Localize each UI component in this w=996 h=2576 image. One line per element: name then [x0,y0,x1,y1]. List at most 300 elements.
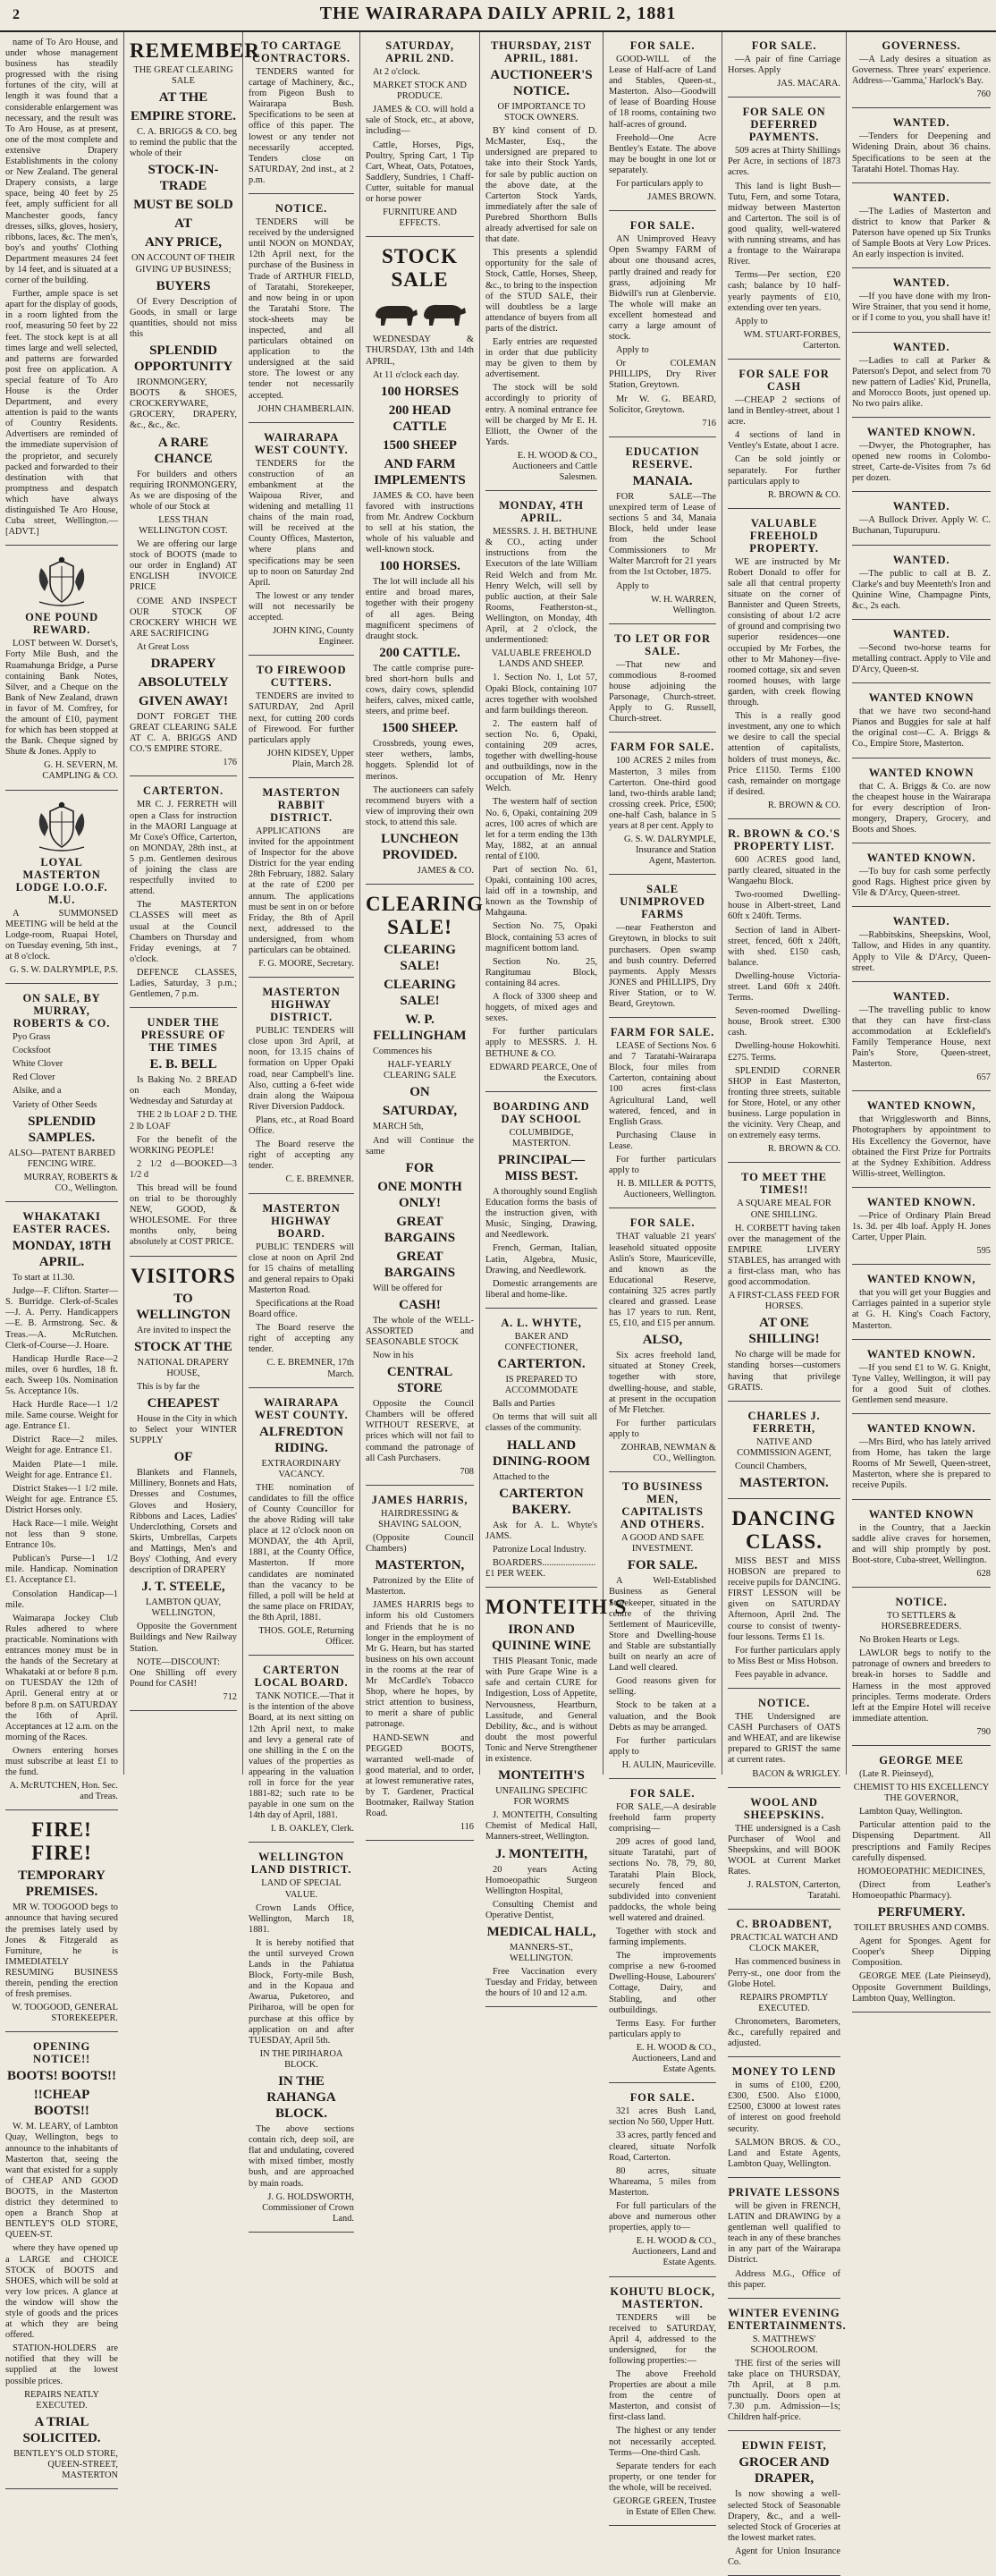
advertisement-text: At 11 o'clock each day. [373,369,460,380]
advertisement-text: 20 years Acting Homoeopathic Surgeon Wellington Hospital, [485,1864,597,1896]
advertisement-text: DEFENCE CLASSES, Ladies, Saturday, 3 p.m.; Gentlemen, 7 p.m. [130,967,237,1000]
advertisement-signature: JAMES & CO. [417,866,474,877]
advertisement-text: !!CHEAP BOOTS!! [33,2088,90,2119]
advertisement-text: MASTERTON. [739,1476,829,1490]
advertisement-heading: DANCING CLASS. [731,1507,837,1553]
advertisement-text: GOOD-WILL of the Lease of Half-acre of Land and Stables, Queen-st., Masterton. Also—Goodwill of lease of Boarding House of 18 rooms, containing two half-acres of ground. [609,55,716,130]
advertisement-text: Apply to [735,316,768,326]
advertisement-text: W. M. LEARY, of Lambton Quay, Wellington, begs to announce to the inhabitants of Masterton that, seeing the want that existed for a supply of CHEAP AND GOOD BOOTS, in the Masterton district they determined to open a Branch Shop at BENTLEY'S OLD STORE, QUEEN-ST. [5,2122,118,2241]
advertisement-text: STATION-HOLDERS are notified that they will be supplied at the lowest possible prices. [5,2343,118,2386]
advertisement-text: PUBLIC TENDERS will close upon 3rd April, at noon, for 13.15 chains of formation on Upper Opaki road, near Campbell's line. Also, cutting a 6-feet wide drain along the Waipoua River Diversion Paddock. [249,1026,354,1112]
advertisement-heading: NOTICE. [274,202,328,216]
advertisement-text: Blankets and Flannels, Millinery, Bonnets and Hats, Dresses and Costumes, Gloves and Hosiery, Ribbons and Laces, Ladies' Underclothing, Corsets and Skirts, Umbrellas, Carpets and Mattings, Men's and Boys' Clothing, And every description of DRAPERY [130,1468,237,1576]
advertisement-text: THE Undersigned are CASH Purchasers of OATS and WHEAT, and are likewise prepared to GRIST the same at current rates. [728,1712,840,1766]
advertisement-heading: WANTED KNOWN. [866,425,976,438]
advertisement-text: LAND OF SPECIAL VALUE. [261,1878,342,1900]
advertisement-text: A RARE CHANCE [154,435,213,466]
advertisement-text: ON [409,1085,430,1100]
advertisement-heading: WANTED. [892,500,950,513]
advertisement-text: For particulars apply to [616,179,704,190]
advertisement [852,1417,991,1499]
advertisement-text: MISS BEST and MISS HOBSON are prepared to receive pupils for DANCING. FIRST LESSON will be given on SATURDAY Afternoon, April 2nd. The course to consist of twenty-four lessons. Terms £1 1s. [728,1556,840,1642]
advertisement-text: The Board reserve the right of accepting any tender. [249,1140,354,1172]
advertisement-text: J. T. STEELE, [141,1580,225,1595]
advertisement-text: CLEARING SALE! [384,943,456,974]
advertisement [609,627,716,733]
advertisement-heading: WAIRARAPA WEST COUNTY. [254,430,349,456]
advertisement-text: A flock of 3300 sheep and hoggets, of mixed ages and sexes. [485,992,597,1024]
advertisement-text: 200 HEAD CATTLE [388,402,452,434]
advertisement-heading: ON SALE, BY MURRAY, ROBERTS & CO. [13,992,111,1030]
advertisement-heading: MONTEITH'S [485,1596,628,1619]
advertisement-heading: FOR SALE. [629,219,696,233]
advertisement-text: A Well-Established Business as General Storekeeper, situated in the centre of the thriving Settlement of Mauriceville, Store and Dwelling-house and Stable are substantially built on nearly an acre of Land well cleared. [609,1576,716,1674]
advertisement-text: Consolation Handicap—1 mile. [5,1589,118,1610]
advertisement-text: To start at 11.30. [13,1273,75,1284]
advertisement-text: The MASTERTON CLASSES will meet as usual at the Council Chambers on Thursday and Friday evenings, at 7 o'clock. [130,900,237,964]
advertisement-heading: C. BROADBENT, [736,1918,832,1931]
advertisement [852,420,991,492]
advertisement-text: Apply to [616,345,649,356]
advertisement-heading: WANTED KNOWN. [866,852,976,865]
advertisement-text: SALMON BROS. & CO., Land and Estate Agents, Lambton Quay, Wellington. [728,2137,840,2169]
advertisement-text: The improvements comprise a new 6-roomed Dwelling-House, Labourers' Cottage, Dairy, and Stabling, and other outbuildings. [609,1951,716,2015]
advertisement-text: in the Country, that a Jaeckin saddle alive craves for horsemen, and will ship promptly by post. Boot-store, Cuba-street, Wellington. [852,1522,991,1565]
advertisement-text: A thoroughly sound English Education forms the basis of the instruction given, with Music, Singing, Drawing, and Needlework. [485,1186,597,1241]
advertisement-text: For the benefit of the WORKING PEOPLE! [130,1134,237,1156]
advertisement [609,34,716,211]
advertisement-signature: JOHN CHAMBERLAIN. [257,403,354,414]
advertisement-text: And will Continue the same [366,1135,474,1157]
advertisement [852,1343,991,1414]
advertisement-text: Is now showing a well-selected Stock of Seasonable Drapery, &c., and a well-selected Stock of Groceries at the lowest market rates. [728,2489,840,2543]
advertisement-heading: JAMES HARRIS, [371,1493,468,1506]
advertisement [485,1590,628,2007]
advertisement-signature: H. AULIN, Mauriceville. [621,1759,716,1770]
newspaper-columns [0,32,996,2567]
advertisement-text: FOR SALE—The unexpired term of Lease of sections 5 and 34, Manaia Block, held under lease from the School Commissioners to Mr Walter Marcroft for 21 years from the 1st October, 1875. [609,491,716,578]
advertisement-text: 321 acres Bush Land, section No 560, Upper Hutt. [609,2106,716,2128]
advertisement-heading: CARTERTON. [143,784,224,798]
advertisement-text: IN THE RAHANGA BLOCK. [266,2074,336,2122]
advertisement [728,34,840,97]
advertisement-heading: WANTED KNOWN, [866,1273,976,1286]
advertisement [249,1845,354,2232]
advertisement-text: Good reasons given for selling. [609,1676,716,1698]
advertisement [852,1590,991,1746]
advertisement-text: The auctioneers can safely recommend buyers with a view of improving their own stock, to attend this sale. [366,784,474,827]
advertisement-text: FOR [405,1160,435,1175]
advertisement-text: CLEARING SALE! [384,978,456,1009]
advertisement-text: For builders and others requiring IRONMONGERY, As we are disposing of the whole of our Stock at [130,469,237,512]
coat-of-arms-icon [27,801,97,852]
advertisement-text: Handicap Hurdle Race—2 miles, over 6 hurdles, 18 ft. each. Sweep 10s. Nomination 5s. Acceptance 10s. [5,1353,118,1396]
advertisement-text: BAKER AND CONFECTIONER, [504,1331,578,1352]
advertisement [728,1691,840,1788]
advertisement-signature: R. BROWN & CO. [767,489,840,500]
advertisement [5,2035,118,2489]
advertisement-text: The above sections contain rich, deep soil, are flat and undulating, covered with mixed timber, mostly bush, and are approached by main roads. [249,2124,354,2189]
advertisement-text: CENTRAL STORE [386,1365,453,1396]
advertisement-text: —That new and commodious 8-roomed house adjoining the Parsonage, Church-street. Apply to G. Russell, Church-street. [609,659,716,724]
advertisement-text: LOST between W. Dorset's, Forty Mile Bush, and the Ruamahunga Bridge, a Purse containing Bank Notes, Silver, and a Cheque on the Bank of New Zealand, drawn in favor of M. Comfrey, for the amount of £10, payment for which has been stopped at the Bank. Cheque signed by Shute & Jones. Apply to [5,639,118,758]
advertisement [249,197,354,423]
advertisement-text: WEDNESDAY & THURSDAY, 13th and 14th APRIL, [366,335,474,367]
advertisement [852,985,991,1092]
advertisement-signature: BACON & WRIGLEY. [752,1768,840,1779]
advertisement-text: CHEMIST TO HIS EXCELLENCY THE GOVERNOR, [853,1783,990,1804]
advertisement-text: SPLENDID SAMPLES. [28,1114,96,1145]
advertisement-text: AN Unimproved Heavy Open Swampy FARM of about one thousand acres, partly drained and ready for grass, adjoining Mr Bidwill's run at Glenbervie. The whole will make an excellent homestead and carry a large amount of stock. [609,234,716,343]
advertisement-signature: E. H. WOOD & CO., Auctioneers and Cattle Salesmen. [511,450,597,483]
advertisement-heading: EDWIN FEIST, [741,2439,827,2453]
advertisement-heading: MONDAY, 4TH APRIL. [499,499,584,525]
advertisement-text: Hack Hurdle Race—1 1/2 mile. Same course. Weight for age. Entrance £1. [5,1400,118,1432]
advertisement-signature: 716 [702,418,716,428]
advertisement-heading: A. L. WHYTE, [501,1316,582,1329]
advertisement-text: that we have two second-hand Pianos and Buggies for sale at half the original cost—C. A. Briggs & Co., Empire Store, Masterton. [852,707,991,750]
advertisement-text: LESS THAN WELLINGTON COST. [139,514,228,536]
advertisement-text: NATIVE AND COMMISSION AGENT, [737,1436,831,1458]
advertisement-text: The whole of the WELL-ASSORTED and SEASONABLE STOCK [366,1315,474,1347]
advertisement-text: A TRIAL SOLICITED. [22,2414,101,2445]
advertisement-text: Fees payable in advance. [735,1669,828,1680]
advertisement-heading: ONE POUND REWARD. [25,611,98,637]
advertisement-text: in sums of £100, £200, £300, £500. Also £1000, £2500, £3000 at lowest rates of interest on good freehold security. [728,2080,840,2134]
advertisement-signature: I. B. OAKLEY, Clerk. [270,1824,354,1835]
advertisement [249,658,354,778]
advertisement-text: Apply to [616,580,649,591]
advertisement-text: Hack Race—1 mile. Weight not less than 9 stone. Entrance 10s. [5,1519,118,1551]
advertisement-text: —If you have done with my Iron-Wire Strainer, that you send it home, or if I come to you, you shall have it! [852,292,991,324]
advertisement-heading: WANTED KNOWN. [866,1195,976,1208]
advertisement [728,2301,847,2432]
advertisement-heading: PRIVATE LESSONS [728,2185,840,2199]
advertisement-text: that C. A. Briggs & Co. are now the cheapest house in the Wairarapa for every description of Iron-mongery, Drapery, Grocery, and Boots and Shoes. [852,781,991,835]
advertisement-text: J. MONTEITH, Consulting Chemist of Medical Hall, Manners-street, Wellington. [485,1810,597,1843]
advertisement-text: Publican's Purse—1 1/2 mile. Handicap. Nomination £1. Acceptance £1. [5,1554,118,1586]
advertisement-heading: NOTICE. [757,1697,811,1710]
advertisement-text: —Price of Ordinary Plain Bread 1s. 3d. per 4lb loaf. Apply H. Jones Carter, Upper Plain. [852,1210,991,1243]
advertisement-text: GEORGE MEE (Late Pieinseyd), Opposite Government Buildings, Lambton Quay, Wellington. [852,1971,991,2004]
advertisement-text: TANK NOTICE.—That it is the intention of the above Board, at its next sitting on 12th April next, to make and levy a general rate of one shilling in the £ on the values of the properties as appearing in the valuation roll in force for the year 1881-82; such rate to be payable in one sum on the 14th day of April, 1881. [249,1691,354,1821]
advertisement-text: 80 acres, situate Whareama, 5 miles from Masterton. [609,2165,716,2198]
advertisement-heading: MASTERTON HIGHWAY DISTRICT. [262,986,341,1024]
advertisement [852,186,991,268]
advertisement-signature: JAS. MACARA. [777,79,840,89]
advertisement-text: 100 ACRES 2 miles from Masterton, 3 miles from Carterton. One-third good land, two-thirds arable land; crossing creek. Price, £500; one-half Cash, balance in 5 years at 8 per cent. Apply to [609,756,716,831]
advertisement-text: JAMES & CO. have been favored with instructions from Mr. Andrew Cockburn to sell at his station, the whole of his valuable and well-known stock. [366,490,474,555]
advertisement-text: THE GREAT CLEARING SALE [133,65,233,87]
advertisement [852,761,991,843]
advertisement-text: (Opposite Council Chambers) [366,1533,474,1555]
advertisement [728,2060,840,2178]
advertisement-heading: TO MEET THE TIMES!! [741,1171,827,1197]
advertisement-heading: FIRE! FIRE! [31,1818,92,1865]
column-2 [124,32,260,1775]
advertisement-text: French, German, Italian, Latin, Algebra, Music, Drawing, and Needlework. [485,1243,597,1275]
advertisement-text: TENDERS are invited to SATURDAY, 2nd April next, for cutting 200 cords of Firewood. For further particulars apply [249,691,354,745]
advertisement-text: IRON AND QUININE WINE [492,1623,591,1654]
advertisement-signature: 708 [460,1466,474,1477]
advertisement-signature: EDWARD PEARCE, One of the Executors. [489,1062,597,1083]
advertisement-heading: FOR SALE. [629,1786,696,1800]
advertisement-text: Are invited to inspect the [137,1325,232,1335]
advertisement-text: ALFREDTON RIDING. [259,1424,343,1455]
advertisement-heading: MONEY TO LEND [731,2065,837,2079]
advertisement-text: Pyo Grass [13,1032,51,1043]
advertisement-text: APPLICATIONS are invited for the appointment of Inspector for the above District for the year ending 28th February, 1882. Salary at the rate of £200 per annum. The applications must be sent in on or before Friday, the 8th of April next, addressed to the undersigned, from whom particulars can be obtained. [249,826,354,955]
advertisement-text: 2 1/2 d—BOOKED—3 1/2 d [130,1158,237,1180]
advertisement-text: Council Chambers, [735,1461,807,1471]
advertisement-signature: G. H. SEVERN, M. CAMPLING & CO. [42,760,118,782]
advertisement [249,1658,354,1843]
advertisement-signature: JOHN KIDSEY, Upper Plain, March 28. [266,748,354,769]
advertisement-text: STOCK AT THE [134,1339,232,1354]
advertisement-heading: CARTERTON LOCAL BOARD. [254,1664,349,1690]
advertisement-signature: E. H. WOOD & CO., Auctioneers, Land and Estate Agents. [631,2236,716,2268]
advertisement-text: 33 acres, partly fenced and cleared, situate Norfolk Road, Carterton. [609,2131,716,2163]
advertisement-text: FOR SALE. [627,1558,698,1573]
advertisement-text: Now in his [373,1351,414,1361]
advertisement [366,34,474,237]
advertisement-heading: FOR SALE FOR CASH [739,367,830,393]
advertisement-text: LAMBTON QUAY, WELLINGTON, [145,1597,222,1619]
advertisement-text: Section No. 75, Opaki Block, containing 53 acres of magnificent bottom land. [485,921,597,953]
advertisement-text: For further particulars apply to [609,1735,716,1757]
advertisement-text: On terms that will suit all classes of the community. [485,1412,597,1434]
advertisement-signature: 657 [976,1072,991,1083]
advertisement-text: Of Every Description of Goods, in small or large quantities, should not miss this [130,296,237,339]
advertisement-text: Commences his [373,1046,433,1057]
advertisement-text: —Mrs Bird, who has lately arrived from Home, has taken the large Rooms of Mr Sewell, Queen-street, Masterton, where she is prepared to receive Pupils. [852,1437,991,1491]
advertisement-heading: KOHUTU BLOCK, MASTERTON. [610,2284,715,2310]
advertisement-text: Balls and Parties [493,1399,555,1410]
advertisement-text: MANNERS-ST., WELLINGTON. [509,1943,574,1964]
advertisement-heading: WOOL AND SHEEPSKINS. [743,1795,825,1821]
advertisement-heading: WANTED. [892,340,950,353]
advertisement-text: —The travelling public to know that they can have first-class accommodation at Ecklefield's Family Temperance House, next Pain's Store, Queen-street, Masterton. [852,1004,991,1070]
advertisement-text: Section of land in Albert-street, fenced, 60ft x 240ft, with shed. £150 cash, balance. [728,925,840,968]
advertisement [485,1095,597,1309]
advertisement [852,686,991,758]
advertisement-text: CHEAPEST [147,1395,220,1411]
advertisement-signature: 712 [223,1691,237,1702]
advertisement-text: A SQUARE MEAL FOR ONE SHILLING. [737,1199,831,1220]
advertisement-text: Domestic arrangements are liberal and home-like. [485,1278,597,1300]
advertisement-signature: 790 [976,1726,991,1737]
advertisement-text: JAMES HARRIS begs to inform his old Customers and Friends that he is no longer in the employment of Mr G. Hearn, but has started business on his own account in the rooms at the rear of Mr McCardle's Tobacco Shop, where he hopes, by strict attention to business, to merit a share of public patronage. [366,1600,474,1730]
advertisement [249,1197,354,1388]
column-1 [0,32,124,2480]
advertisement-text: THIS Pleasant Tonic, made with Pure Grape Wine is a safe and certain CURE for Indigestion, Loss of Appetite, Nervousness, Heartburn, Lassitude, and General Debility, &c., and is without doubt the most powerful Tonic and Nerve Strengthener in existence. [485,1657,597,1764]
advertisement [728,2181,840,2299]
column-7 [722,32,847,2567]
advertisement-text: 1500 SHEEP. [381,721,459,736]
advertisement [852,34,991,108]
advertisement-heading: WANTED. [892,276,950,290]
advertisement-text: —CHEAP 2 sections of land in Bentley-street, about 1 acre. [728,394,840,428]
advertisement-text: The lowest or any tender will not necessarily be accepted. [249,590,354,623]
advertisement-text: Patronized by the Elite of Masterton. [366,1576,474,1597]
advertisement-signature: JOHN KING, County Engineer. [273,626,354,648]
column-5 [480,32,628,1999]
advertisement [852,1503,991,1588]
advertisement [485,1311,597,1588]
advertisement-text: DON'T FORGET THE GREAT CLEARING SALE AT C. A. BRIGGS AND CO.'S EMPIRE STORE. [130,712,237,755]
advertisement-text: For full particulars of the above and numerous other properties, apply to— [609,2200,716,2233]
column-3 [243,32,360,2224]
advertisement-text: TO WELLINGTON [136,1291,231,1322]
advertisement [485,34,597,491]
advertisement [130,1011,237,1256]
advertisement-heading: WANTED. [892,627,950,640]
advertisement [5,1813,118,2032]
advertisement-text: For further particulars apply to Miss Best or Miss Hobson. [728,1645,840,1666]
advertisement-text: 100 HORSES [380,384,460,399]
advertisement [852,1749,991,2012]
advertisement-heading: WHAKATAKI EASTER RACES. [13,1210,111,1236]
advertisement-text: Further, ample space is set apart for the display of goods, in a room lighted from the roof, measuring 50 feet by 22 feet. The stock kept is at all times large and well selected, and patterns are forwarded post free on application. A special feature of To Aro House is the Order Department, and every attention is paid to the wants of Country Residents. Advertisers are reminded of the immediate supervision of the proprietor, and securely packed and forwarded to their destination with that promptness and despatch which have always distinguished Te Aro House, Cuba street, Wellington.—[ADVT.] [5,289,118,538]
advertisement-text: This is a really good investment, any one to which we desire to call the special attention of capitalists, holders of trust moneys, &c. Price £1150. Terms £100 cash, remainder on mortgage if desired. [728,711,840,797]
advertisement [728,1165,840,1401]
advertisement-text: Crossbreds, young ewes, steer wethers, lambs, hoggets. Splendid lot of merinos. [366,739,474,782]
advertisement-text: MARCH 5th, [373,1122,424,1132]
advertisement-text: —Second two-horse teams for metalling contract. Apply to Vile and D'Arcy, Queen-st. [852,642,991,675]
advertisement-text: The Board reserve the right of accepting any tender. [249,1323,354,1355]
advertisement-text: For further particulars apply to [609,1418,716,1439]
advertisement-text: 2. The eastern half of section No. 6, Opaki, containing 209 acres, together with dwelling-house and outbuildings, now in the occupation of Mr. Henry Welch. [485,718,597,794]
advertisement-text: BOARDERS.......................£1 PER WEEK. [485,1557,596,1580]
advertisement-text: The western half of section No. 6, Opaki, containing 209 acres, 100 acres of which are let for a term ending the 13th May, 1882, at an annual rental of £100. [485,797,597,861]
advertisement-heading: THURSDAY, 21ST APRIL, 1881. [490,39,593,64]
advertisement-text: MONTEITH'S [498,1768,585,1784]
advertisement [852,548,991,620]
advertisement [852,335,991,418]
advertisement-text: EMPIRE STORE. [130,109,237,124]
advertisement-text: that you will get your Buggies and Carriages painted in a superior style at G. H. King's Coach Factory, Masterton. [852,1288,991,1331]
advertisement-text: Terms—Per section, £20 cash; balance by 10 half-yearly payments of £10, extending over ten years. [728,270,840,313]
advertisement-text: TEMPORARY PREMISES. [18,1868,106,1900]
advertisement-text: 600 ACRES good land, partly cleared, situated in the Wangaehu Block. [728,854,840,887]
advertisement-text: THE 2 lb LOAF 2 D. THE 2 lb LOAF [130,1110,237,1131]
advertisement-text: Specifications at the Road Board office. [249,1298,354,1320]
advertisement [609,214,716,437]
advertisement-signature: 628 [976,1568,991,1579]
advertisement-text: MEDICAL HALL, [486,1925,596,1939]
advertisement-text: Waimarapa Jockey Club Rules adhered to where practicable. Nominations with entrances money must be in the hands of the Secretary at Whakataki at or before 8 p.m. on TUESDAY the 12th of April. General entry at or before 8 p.m. on SATURDAY the 16th of April. Acceptances at 12 a.m. on the morning of the Races. [5,1613,118,1742]
advertisement-text: AT THE [158,90,208,106]
advertisement-heading: WANTED. [892,116,950,130]
advertisement-heading: R. BROWN & CO.'S PROPERTY LIST. [728,826,840,852]
advertisement-text: MR W. TOOGOOD begs to announce that having secured the premises lately used by Jones & Fitzgerald as Furniture, he is IMMEDIATELY RESUMING BUSINESS therein, pending the erection of fresh premises. [5,1902,118,2000]
advertisement-text: SPLENDID OPPORTUNITY [133,343,233,375]
advertisement-signature: G. S. W. DALRYMPLE, Insurance and Station Agent, Masterton. [623,835,716,867]
advertisement-signature: 176 [223,758,237,768]
advertisement-text: We are offering our large stock of BOOTS (made to our order in England) AT ENGLISH INVOICE PRICE [130,539,237,593]
advertisement-text: District Race—2 miles. Weight for age. Entrance £1. [5,1435,118,1456]
advertisement-text: HALF-YEARLY CLEARING SALE [383,1060,457,1081]
advertisement-text: Will be offered for [373,1283,443,1293]
advertisement [609,1475,716,1779]
advertisement [728,822,840,1163]
advertisement-text: GIVEN AWAY! [139,694,228,708]
advertisement-text: —To buy for cash some perfectly good Rags. Highest price given by Vile & D'Arcy, Queen-street. [852,867,991,899]
advertisement-text: BOOTS! BOOTS!! [6,2069,117,2084]
advertisement [728,100,840,360]
advertisement-heading: SATURDAY, APRIL 2ND. [385,39,454,64]
advertisement-text: —If you send £1 to W. G. Knight, Tyne Valley, Wellington, it will pay for a good Suit of clothes. Gentlemen send measure. [852,1362,991,1405]
advertisement-text: Maiden Plate—1 mile. Weight for age. Entrance £1. [5,1459,118,1480]
advertisement-text: name of To Aro House, and under whose management business has steadily progressed with the rising fortunes of the city, will at length it was found that a considerable enlargement was necessary, and the result was To Aro House, as at present, one of the most complete and extensive Drapery Establishments in the colony or New Zealand. The general Drapery consists, a large space, being 40 feet by 25 feet, amply sufficient for all Manchester goods, fancy dresses, silks, gloves, hosiery, ribbons, laces, &c. The men's, boy's and youths' Clothing Department measures 24 feet by 14 feet, and is situated at a corner of the building. [5,38,118,286]
advertisement-text: Purchasing Clause in Lease. [609,1130,716,1151]
advertisement-text: Agent for Sponges. Agent for Cooper's Sheep Dipping Composition. [852,1936,991,1969]
advertisement-heading: CLEARING SALE! [366,893,484,939]
advertisement-text: Has commenced business in Perry-st., one door from the Globe Hotel. [728,1957,840,1989]
advertisement-heading: FOR SALE. [751,39,817,52]
advertisement-text: Seven-roomed Dwelling-house, Brook street. £300 cash. [728,1006,840,1038]
advertisement [5,793,118,985]
advertisement-signature: MURRAY, ROBERTS & CO., Wellington. [23,1172,118,1193]
advertisement [249,980,354,1193]
advertisement-text: For further particulars apply to [609,1155,716,1176]
advertisement-text: THAT valuable 21 years' leasehold situated opposite Aslin's Store, Mauriceville, and known as the Educational Reserve, containing 325 acres partly cleared and grassed. Lease has 17 years to run. Rent, £5, £10, and £15 per annum. [609,1232,716,1329]
advertisement-text: will be given in FRENCH, LATIN and DRAWING by a gentleman well qualified to teach in any of these branches in any part of the Wairarapa District. [728,2200,840,2266]
advertisement-text: Separate tenders for each property, or one tender for the whole, will be received. [609,2461,716,2493]
advertisement [728,1912,840,2057]
advertisement-text: COME AND INSPECT OUR STOCK OF CROCKERY WHICH WE ARE SACRIFICING [130,596,237,639]
advertisement [728,512,840,819]
advertisement-text: LAWLOR begs to notify to the patronage of owners and breeders to break-in horses to Saddle and Harness in the most approved principles. Terms moderate. Orders left at the Empire Hotel will receive immediate attention. [852,1648,991,1724]
advertisement-text: IRONMONGERY, BOOTS & SHOES, CROCKERYWARE, GROCERY, DRAPERY, &c., &c., &c. [130,377,237,431]
advertisement-heading: WANTED KNOWN. [866,1347,976,1360]
advertisement-heading: WANTED KNOWN [868,1507,975,1521]
advertisement-text: Is Baking No. 2 BREAD on each Monday, Wednesday and Saturday at [130,1075,237,1107]
advertisement-text: ANY PRICE, [144,235,223,250]
advertisement-heading: WANTED. [892,553,950,566]
advertisement-text: where they have opened up a LARGE and CHOICE STOCK of BOOTS and SHOES, which will be sold at very low prices. A glance at the window will show the style of goods and the prices at which they are being offered. [5,2243,118,2341]
advertisement-text: HAIRDRESSING & SHAVING SALOON, [378,1508,461,1530]
advertisement-signature: BENTLEY'S OLD STORE, QUEEN-STREET, MASTERTON [13,2448,118,2480]
advertisement-text: PRINCIPAL—MISS BEST. [497,1152,586,1183]
advertisement-text: District Stakes—1 1/2 mile. Weight for age. Entrance £5. District Horses only. [5,1483,118,1515]
advertisement-heading: FOR SALE. [629,39,696,52]
advertisement-signature: R. BROWN & CO. [767,800,840,810]
advertisement-text: Six acres freehold land, situated at Stoney Creek, together with store, dwelling-house, and stable, at present in the occupation of Mr Fletcher. [609,1351,716,1415]
advertisement-text: Opposite the Council Chambers will be offered WITHOUT RESERVE, at prices which will not fail to command the patronage of all Cash Purchasers. [366,1399,474,1463]
advertisement-text: NOTE—DISCOUNT: One Shilling off every Pound for CASH! [130,1657,237,1689]
advertisement-text: J. MONTEITH, [495,1846,587,1861]
advertisement-text: UNFAILING SPECIFIC FOR WORMS [495,1786,587,1808]
advertisement-text: This presents a splendid opportunity for the sale of Stock, Cattle, Horses, Sheep, &c., to bring to the inspection of the STUD SALE, their will doubtless be a large attendance of buyers from all parts of the district. [485,248,597,334]
advertisement-text: H. CORBETT having taken over the management of the EMPIRE LIVERY STABLES, has arranged with a first-class man, who has good accommodation. [728,1223,840,1288]
advertisement [609,1782,716,2083]
advertisement-heading: TO FIREWOOD CUTTERS. [256,664,347,690]
advertisement-text: HOMOEOPATHIC MEDICINES, [857,1866,985,1877]
advertisement-text: OF IMPORTANCE TO STOCK OWNERS. [497,102,586,123]
advertisement-text: At Great Loss [137,641,190,652]
advertisement-text: WE are instructed by Mr Robert Donald to offer for sale all that central property situate on the corner of Bannister and Queen Streets, consisting of about 1/2 acre of ground and comprising two superior residences—one occupied by Mr Forbes, the other to Mr Mahoney—five-roomed cottage, six and seven roomed houses, with large garden, with creek flowing through. [728,556,840,708]
advertisement-text: PRACTICAL WATCH AND CLOCK MAKER, [730,1933,839,1954]
advertisement-text: 1. Section No. 1, Lot 57, Opaki Block, containing 107 acres together with woolshed and farm buildings thereon. [485,673,597,716]
advertisement-heading: WELLINGTON LAND DISTRICT. [250,1851,352,1877]
advertisement-text: It is hereby notified that the until surveyed Crown Lands in the Pahiatua Block, Forty-mile Bush, and in the Kopaua and Awarua, Puketoreo, and Piriharoa, will be open for purchase at this office by application on and after TUESDAY, April 5th. [249,1937,354,2046]
advertisement-text: Early entries are requested in order that due publicity may be given to them by advertisement. [485,336,597,380]
advertisement-text: LEASE of Sections Nos. 6 and 7 Taratahi-Wairarapa Block, four miles from Carterton, containing about 100 acres first-class Agricultural Land, well watered, fenced, and in English Grass. [609,1041,716,1127]
advertisement-heading: FOR SALE. [629,2091,696,2105]
advertisement-text: MASTERTON, [375,1558,465,1573]
advertisement-text: HAND-SEWN and PEGGED BOOTS, warranted well-made of good material, and to order, at lowest remunerative rates, by T. Gardener, Practical Bootmaker, Railway Station Road. [366,1733,474,1819]
